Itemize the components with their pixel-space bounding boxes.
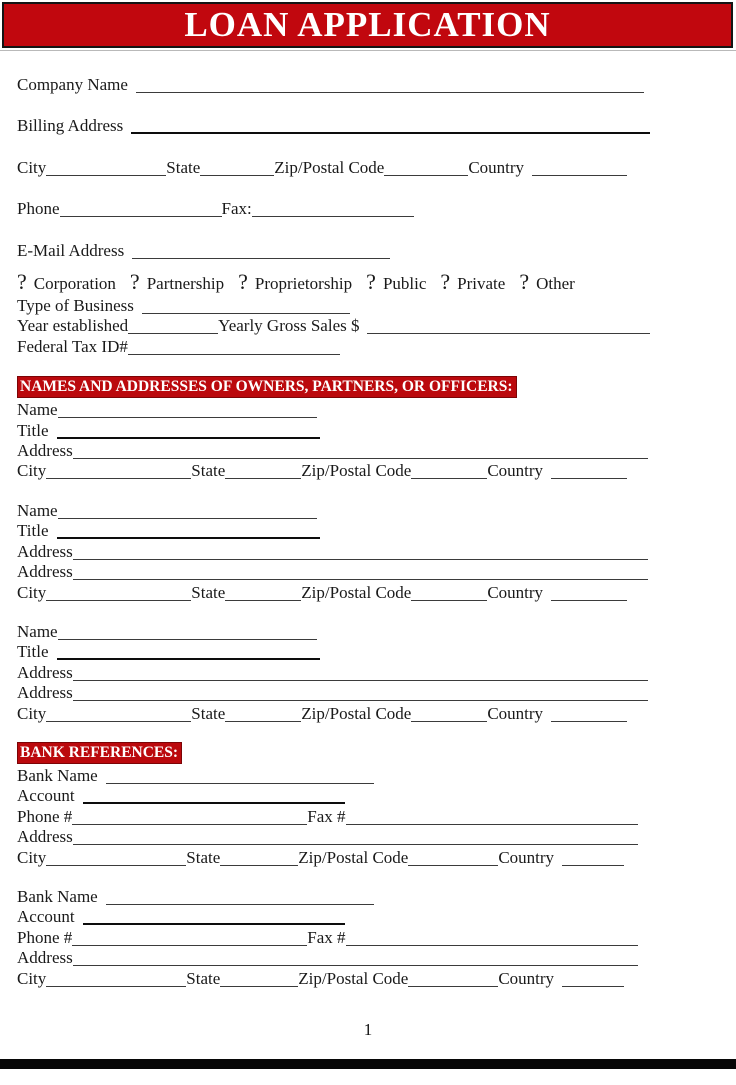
bank-phone-label: Phone # (17, 927, 73, 947)
owner-city-label: City (17, 461, 47, 481)
type-of-business-field[interactable] (142, 313, 350, 314)
bank-country-field[interactable] (562, 986, 624, 987)
owner-city-field[interactable] (46, 600, 191, 601)
billing-address-row (17, 116, 650, 136)
owner-state-field[interactable] (225, 600, 301, 601)
owner-name-field[interactable] (58, 639, 317, 640)
city-label: City (17, 157, 47, 177)
bank-account-label: Account (17, 907, 75, 927)
public-label: Public (382, 274, 427, 294)
bank-state-field[interactable] (220, 986, 298, 987)
bank-address-label: Address (17, 948, 73, 968)
corporation-checkbox[interactable]: ? (17, 269, 27, 295)
zip-field[interactable] (384, 175, 468, 176)
bank-state-label: State (186, 968, 221, 988)
bank-city-label: City (17, 968, 47, 988)
bank-country-label: Country (498, 968, 555, 988)
phone-fax-row (17, 199, 650, 219)
type-of-business-row (17, 296, 650, 316)
bank-name-field[interactable] (106, 904, 374, 905)
bank-zip-label: Zip/Postal Code (298, 847, 409, 867)
bank-fax-label: Fax # (307, 927, 346, 947)
owner-name-field[interactable] (58, 518, 317, 519)
private-checkbox[interactable]: ? (440, 269, 451, 295)
title-banner (2, 2, 733, 48)
bank-block-2 (17, 887, 650, 989)
bank-name-row (17, 766, 650, 786)
owner-name-label: Name (17, 621, 58, 641)
owner-zip-label: Zip/Postal Code (301, 582, 412, 602)
owner-zip-label: Zip/Postal Code (301, 703, 412, 723)
owner-address-label: Address (17, 562, 73, 582)
owner-title-field[interactable] (57, 658, 320, 660)
owner-title-label: Title (17, 642, 49, 662)
year-sales-row (17, 316, 650, 336)
zip-label: Zip/Postal Code (274, 157, 385, 177)
fax-label: Fax: (221, 199, 252, 219)
federal-tax-id-label: Federal Tax ID# (17, 336, 128, 356)
owner-city-field[interactable] (46, 478, 191, 479)
state-label: State (166, 157, 201, 177)
email-field[interactable] (132, 258, 390, 259)
owner-zip-field[interactable] (411, 600, 487, 601)
owner-title-row (17, 642, 650, 662)
bank-city-row (17, 969, 650, 989)
bank-phone-label: Phone # (17, 806, 73, 826)
owner-address-label: Address (17, 441, 73, 461)
company-name-field[interactable] (136, 92, 644, 93)
owner-state-label: State (191, 461, 226, 481)
owner-state-label: State (191, 703, 226, 723)
owner-city-label: City (17, 703, 47, 723)
bank-zip-field[interactable] (408, 986, 498, 987)
company-name-label: Company Name (17, 75, 128, 94)
owner-name-label: Name (17, 500, 58, 520)
owner-city-label: City (17, 582, 47, 602)
country-field[interactable] (532, 175, 627, 176)
bank-phone-field[interactable] (72, 945, 307, 946)
proprietorship-checkbox[interactable]: ? (238, 269, 248, 295)
owner-name-row (17, 622, 650, 642)
federal-tax-id-field[interactable] (128, 354, 340, 355)
owner-zip-field[interactable] (411, 478, 487, 479)
bank-name-row (17, 887, 650, 907)
bank-state-label: State (186, 847, 221, 867)
owner-block-3 (17, 622, 650, 724)
owner-country-label: Country (487, 703, 544, 723)
owner-address-row-2 (17, 562, 650, 582)
owner-name-row (17, 501, 650, 521)
public-checkbox[interactable]: ? (366, 269, 376, 295)
billing-address-field[interactable] (131, 132, 650, 134)
bank-zip-label: Zip/Postal Code (298, 968, 409, 988)
owner-block-1 (17, 400, 650, 482)
phone-label: Phone (17, 199, 60, 219)
billing-address-label: Billing Address (17, 116, 124, 136)
owner-city-field[interactable] (46, 721, 191, 722)
owner-address-field-2[interactable] (73, 579, 648, 580)
page-number: 1 (363, 1020, 373, 1039)
owner-block-2 (17, 501, 650, 603)
bank-phone-fax-row (17, 928, 650, 948)
bank-city-field[interactable] (46, 865, 186, 866)
owner-title-field[interactable] (57, 537, 320, 539)
owner-city-row (17, 583, 650, 603)
form-body (0, 51, 650, 989)
email-label: E-Mail Address (17, 240, 125, 260)
owners-section-header: NAMES AND ADDRESSES OF OWNERS, PARTNERS, OR OFFICERS: (17, 376, 517, 398)
bank-country-label: Country (498, 847, 555, 867)
bank-account-field[interactable] (83, 802, 345, 804)
owner-name-label: Name (17, 400, 58, 420)
owner-address-field[interactable] (73, 559, 648, 560)
year-established-field[interactable] (128, 333, 218, 334)
owner-country-label: Country (487, 582, 544, 602)
owner-title-row (17, 421, 650, 441)
bank-phone-field[interactable] (72, 824, 307, 825)
partnership-label: Partnership (146, 274, 225, 294)
bank-phone-fax-row (17, 807, 650, 827)
company-city-row (17, 158, 650, 178)
bank-city-field[interactable] (46, 986, 186, 987)
country-label: Country (468, 157, 525, 177)
bank-address-label: Address (17, 827, 73, 847)
private-label: Private (457, 274, 506, 294)
city-field[interactable] (46, 175, 166, 176)
bank-address-row (17, 948, 650, 968)
bank-name-label: Bank Name (17, 765, 98, 785)
owner-address-field-2[interactable] (73, 700, 648, 701)
other-label: Other (536, 274, 575, 294)
business-type-row (17, 271, 650, 296)
owner-zip-field[interactable] (411, 721, 487, 722)
owner-zip-label: Zip/Postal Code (301, 461, 412, 481)
bottom-bar (0, 1059, 736, 1069)
owner-country-label: Country (487, 461, 544, 481)
fax-field[interactable] (252, 216, 414, 217)
owner-country-field[interactable] (551, 721, 627, 722)
owner-name-field[interactable] (58, 417, 317, 418)
other-checkbox[interactable]: ? (519, 269, 530, 295)
owner-address-row-2 (17, 683, 650, 703)
bank-account-field[interactable] (83, 923, 345, 925)
bank-fax-label: Fax # (307, 806, 346, 826)
type-of-business-label: Type of Business (17, 296, 134, 316)
owner-state-field[interactable] (225, 478, 301, 479)
bank-state-field[interactable] (220, 865, 298, 866)
bank-address-field[interactable] (73, 844, 638, 845)
owner-title-field[interactable] (57, 437, 320, 439)
owner-city-row (17, 461, 650, 481)
owner-state-field[interactable] (225, 721, 301, 722)
corporation-label: Corporation (33, 274, 116, 294)
federal-tax-row (17, 337, 650, 357)
year-established-label: Year established (17, 316, 129, 336)
bank-fax-field[interactable] (346, 824, 639, 825)
bank-account-row (17, 786, 650, 806)
bank-account-row (17, 907, 650, 927)
owner-name-row (17, 400, 650, 420)
bank-address-row (17, 827, 650, 847)
owner-title-label: Title (17, 420, 49, 440)
owner-country-field[interactable] (551, 478, 627, 479)
owner-address-label: Address (17, 662, 73, 682)
owner-address-label: Address (17, 683, 73, 703)
owner-address-field[interactable] (73, 458, 648, 459)
state-field[interactable] (200, 175, 274, 176)
yearly-gross-sales-field[interactable] (367, 333, 650, 334)
email-row (17, 241, 650, 261)
bank-city-label: City (17, 847, 47, 867)
owner-address-row (17, 542, 650, 562)
bank-section-header: BANK REFERENCES: (17, 742, 182, 764)
page-title: LOAN APPLICATION (184, 4, 551, 44)
owner-state-label: State (191, 582, 226, 602)
owner-address-label: Address (17, 541, 73, 561)
bank-zip-field[interactable] (408, 865, 498, 866)
owner-address-row (17, 441, 650, 461)
owner-country-field[interactable] (551, 600, 627, 601)
proprietorship-label: Proprietorship (254, 274, 353, 294)
partnership-checkbox[interactable]: ? (129, 269, 140, 295)
bank-address-field[interactable] (73, 965, 638, 966)
bank-account-label: Account (17, 786, 75, 806)
owner-title-label: Title (17, 521, 49, 541)
bank-name-field[interactable] (106, 783, 374, 784)
owner-address-field[interactable] (73, 680, 648, 681)
phone-field[interactable] (60, 216, 222, 217)
bank-fax-field[interactable] (346, 945, 639, 946)
owner-title-row (17, 521, 650, 541)
yearly-gross-sales-label: Yearly Gross Sales $ (218, 316, 360, 336)
company-name-row (17, 75, 650, 95)
bank-block-1 (17, 766, 650, 868)
bank-city-row (17, 848, 650, 868)
owner-address-row (17, 663, 650, 683)
bank-country-field[interactable] (562, 865, 624, 866)
bank-name-label: Bank Name (17, 886, 98, 906)
owner-city-row (17, 704, 650, 724)
